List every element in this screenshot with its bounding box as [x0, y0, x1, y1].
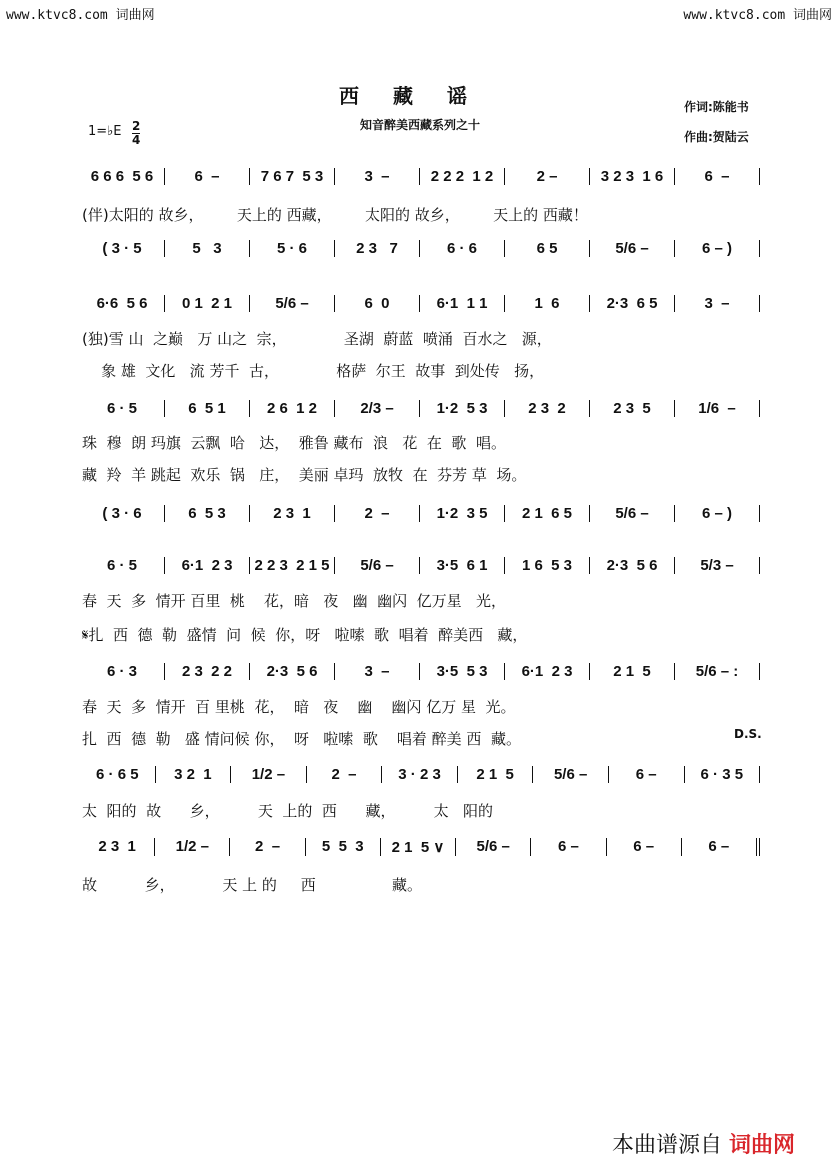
watermark-left: www.ktvc8.com 词曲网 — [6, 8, 155, 23]
notation-line — [80, 557, 760, 574]
measure: 2 3 7 — [335, 240, 420, 257]
measure: 6 5 — [505, 240, 590, 257]
measure: 3 2 3 1 6 — [590, 168, 675, 185]
measure: 5 3 — [165, 240, 250, 257]
measure: 2 3 2 — [505, 400, 590, 417]
measure: 3 · 2 3 — [382, 766, 458, 783]
measure: 2 1 6 5 — [505, 505, 590, 522]
lyric-line: 春 天 多 情开 百 里桃 花， 暗 夜 幽 幽闪 亿万 星 光。 — [82, 698, 516, 716]
measure: 5/6 – — [456, 838, 531, 856]
notation-line — [80, 505, 760, 522]
notation-line — [80, 295, 760, 312]
lyric-line: 扎 西 德 勒 盛 情问候 你， 呀 啦嗦 歌 唱着 醉美 西 藏。 — [82, 730, 521, 748]
measure: 2 6 1 2 — [250, 400, 335, 417]
measure: 2 3 1 — [80, 838, 155, 856]
measure: 6 5 3 — [165, 505, 250, 522]
lyric-line: (伴)太阳的 故乡， 天上的 西藏， 太阳的 故乡， 天上的 西藏！ — [82, 206, 588, 224]
measure: 2 – — [307, 766, 383, 783]
measure: 2·3 6 5 — [590, 295, 675, 312]
footer-source — [612, 1128, 795, 1159]
measure: ( 3 · 5 — [80, 240, 165, 257]
composer: 作曲:贺陆云 — [684, 130, 749, 144]
measure: 2·3 5 6 — [590, 557, 675, 574]
measure: 5/6 – — [590, 240, 675, 257]
measure: 3 – — [335, 663, 420, 680]
measure: 1/6 – — [675, 400, 760, 417]
measure: 2 – — [335, 505, 420, 522]
measure: 3·5 5 3 — [420, 663, 505, 680]
notation-line — [80, 766, 760, 783]
measure: 6 – ) — [675, 240, 760, 257]
measure: 6·6 5 6 — [80, 295, 165, 312]
measure: 6 6 6 5 6 — [80, 168, 165, 185]
lyric-line: (独)雪 山 之巅 万 山之 宗， 圣湖 蔚蓝 喷涌 百水之 源， — [82, 330, 552, 348]
notation-line — [80, 168, 760, 185]
measure: 1 6 5 3 — [505, 557, 590, 574]
measure: 5 5 3 — [306, 838, 381, 856]
measure: 6 – — [609, 766, 685, 783]
measure: 3 – — [675, 295, 760, 312]
measure: 2·3 5 6 — [250, 663, 335, 680]
lyric-line: 故 乡， 天 上 的 西 藏。 — [82, 876, 423, 894]
lyric-line: 𝄋扎 西 德 勒 盛情 问 候 你，呀 啦嗦 歌 唱着 醉美西 藏， — [82, 626, 528, 644]
measure: 6 · 5 — [80, 400, 165, 417]
measure: 6 · 6 5 — [80, 766, 156, 783]
key-signature: 1=♭E — [88, 124, 122, 139]
measure: 1/2 – — [231, 766, 307, 783]
measure: 6 – — [165, 168, 250, 185]
measure: 1·2 3 5 — [420, 505, 505, 522]
watermark-right: www.ktvc8.com 词曲网 — [683, 8, 832, 23]
measure: 6 0 — [335, 295, 420, 312]
measure: 6 – — [607, 838, 682, 856]
measure: 5/6 – : — [675, 663, 760, 680]
time-signature — [132, 120, 140, 147]
subtitle: 知音醉美西藏系列之十 — [359, 118, 480, 132]
measure: 1 6 — [505, 295, 590, 312]
measure: 6 · 6 — [420, 240, 505, 257]
lyric-line: 藏 羚 羊 跳起 欢乐 锅 庄， 美丽 卓玛 放牧 在 芬芳 草 场。 — [82, 466, 527, 484]
lyric-line: 春 天 多 情开 百里 桃 花，暗 夜 幽 幽闪 亿万星 光， — [82, 592, 506, 610]
measure: 3 2 1 — [156, 766, 232, 783]
measure: 1/2 – — [155, 838, 230, 856]
measure: 6·1 1 1 — [420, 295, 505, 312]
measure: 2 1 5 — [590, 663, 675, 680]
measure: 6 · 3 5 — [685, 766, 761, 783]
measure: 2/3 – — [335, 400, 420, 417]
measure: 6 – — [675, 168, 760, 185]
measure: 6 · 3 — [80, 663, 165, 680]
time-bottom: 4 — [132, 133, 141, 147]
lyric-line: 象 雄 文化 流 芳千 古， 格萨 尔王 故事 到处传 扬， — [82, 362, 545, 380]
measure: 6 – ) — [675, 505, 760, 522]
notation-line — [80, 400, 760, 417]
measure: 5/6 – — [335, 557, 420, 574]
measure: 5/6 – — [250, 295, 335, 312]
measure: ( 3 · 6 — [80, 505, 165, 522]
measure: 3·5 6 1 — [420, 557, 505, 574]
notation-line — [80, 240, 760, 257]
measure: 2 3 2 2 — [165, 663, 250, 680]
measure: 2 1 5 — [458, 766, 534, 783]
measure: 7 6 7 5 3 — [250, 168, 335, 185]
measure: 6 5 1 — [165, 400, 250, 417]
measure: 1·2 5 3 — [420, 400, 505, 417]
measure: 5/3 – — [675, 557, 760, 574]
song-title: 西藏谣 — [339, 84, 501, 108]
measure: 2 – — [230, 838, 305, 856]
measure: 2 1 5 ∨ — [381, 838, 456, 856]
measure: 6 – — [682, 838, 760, 856]
measure: 5/6 – — [590, 505, 675, 522]
footer-text: 本曲谱源自 — [612, 1133, 723, 1158]
ds-mark: D.S. — [734, 727, 762, 741]
time-top: 2 — [132, 119, 141, 133]
measure: 2 2 3 2 1 5 — [250, 557, 335, 574]
measure: 3 – — [335, 168, 420, 185]
measure: 2 – — [505, 168, 590, 185]
notation-line — [80, 663, 760, 680]
lyric-line: 太 阳的 故 乡， 天 上的 西 藏， 太 阳的 — [82, 802, 493, 820]
measure: 2 2 2 1 2 — [420, 168, 505, 185]
measure: 6 · 5 — [80, 557, 165, 574]
notation-line — [80, 838, 760, 856]
measure: 6 – — [531, 838, 606, 856]
measure: 6·1 2 3 — [165, 557, 250, 574]
measure: 6·1 2 3 — [505, 663, 590, 680]
measure: 2 3 1 — [250, 505, 335, 522]
measure: 5 · 6 — [250, 240, 335, 257]
measure: 2 3 5 — [590, 400, 675, 417]
lyricist: 作词:陈能书 — [684, 100, 749, 114]
measure: 5/6 – — [533, 766, 609, 783]
lyric-line: 珠 穆 朗 玛旗 云飘 哈 达， 雅鲁 藏布 浪 花 在 歌 唱。 — [82, 434, 506, 452]
measure: 0 1 2 1 — [165, 295, 250, 312]
footer-site: 词曲网 — [729, 1133, 796, 1158]
